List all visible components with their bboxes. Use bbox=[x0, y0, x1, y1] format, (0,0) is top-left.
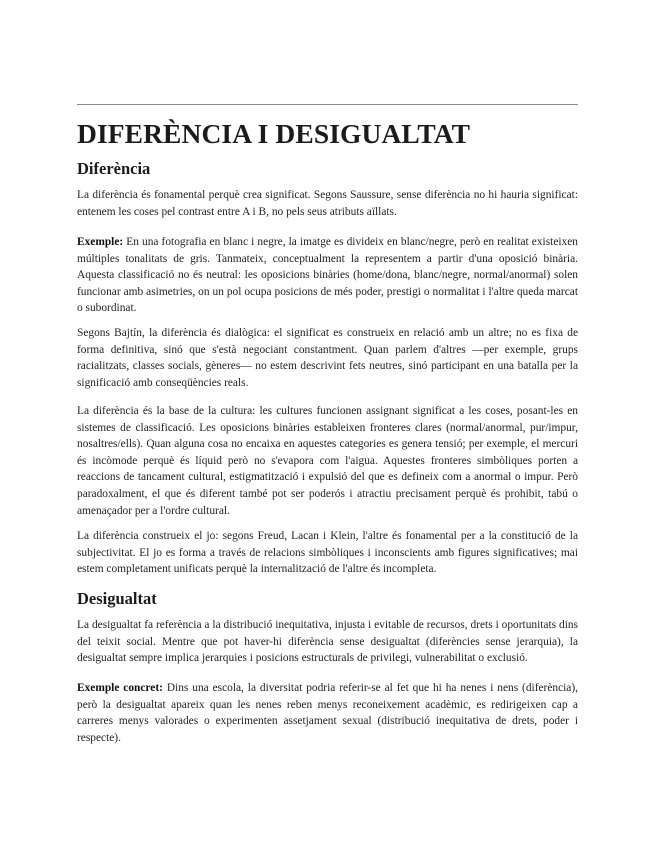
section-heading-diferencia: Diferència bbox=[77, 159, 151, 178]
paragraph-example: Exemple concret: Dins una escola, la diversitat podria referir-se al fet que hi ha nenes i nens (diferència), però la desigualtat apareix quan les nenes reben menys reconeixement acadèmic, es redirigeixen cap a carreres menys valorades o experimenten assetjament sexual (distribució inequitativa de drets, poder i respecte). bbox=[77, 682, 579, 744]
paragraph-lead: Exemple: bbox=[77, 236, 124, 248]
top-divider bbox=[77, 104, 578, 105]
paragraph: Segons Bajtín, la diferència és dialògica: el significat es construeix en relació amb un altre; no es fixa de forma definitiva, sinó que s'està negociant constantment. Quan parlem d'altres —per exemple, grups racialitzats, classes socials, gèneres— no estem descrivint fets neutres, sinó participant en una batalla per la significació amb conseqüències reals. bbox=[77, 327, 578, 389]
section-heading-desigualtat: Desigualtat bbox=[77, 589, 157, 608]
paragraph: La diferència és la base de la cultura: les cultures funcionen assignant significat a les coses, posant-les en sistemes de classificació. Les oposicions binàries estableixen fronteres clares (normal/anormal, pur/impur, nosaltres/ells). Quan alguna cosa no encaixa en aquestes categories es genera tensió; per exemple, el mercuri és incòmode perquè és líquid però no s'evapora com l'aigua. Aquestes fronteres simbòliques porten a reaccions de tancament cultural, estigmatització i expulsió del que es defineix com a anormal o impur. Però paradoxalment, el que és diferent també pot ser poderós i atractiu precisament perquè és prohibit, tabú o amenaçador per a l'ordre cultural. bbox=[77, 405, 578, 517]
paragraph-example: Exemple: En una fotografia en blanc i negre, la imatge es divideix en blanc/negre, però en realitat existeixen múltiples tonalitats de gris. Tanmateix, conceptualment la representem a partir d'una oposició binària. Aquesta classificació no és neutral: les oposicions binàries (home/dona, blanc/negre, normal/anormal) solen funcionar amb asimetries, on un pol ocupa posicions de més poder, prestigi o normalitat i l'altre queda marcat o subordinat. bbox=[77, 236, 578, 315]
paragraph: La diferència és fonamental perquè crea significat. Segons Saussure, sense diferència no hi hauria significat: entenem les coses pel contrast entre A i B, no pels seus atributs aïllats. bbox=[77, 189, 578, 218]
paragraph: La desigualtat fa referència a la distribució inequitativa, injusta i evitable de recursos, drets i oportunitats dins del teixit social. Mentre que pot haver-hi diferència sense desigualtat (diferències sense jerarquia), la desigualtat sempre implica jerarquies i posicions estructurals de privilegi, vulnerabilitat o exclusió. bbox=[77, 619, 578, 665]
paragraph: La diferència construeix el jo: segons Freud, Lacan i Klein, l'altre és fonamental per a la constitució de la subjectivitat. El jo es forma a través de relacions simbòliques i inconscients amb figures significatives; mai estem completament unificats perquè la internalització de l'altre és incompleta. bbox=[77, 530, 578, 576]
paragraph-lead: Exemple concret: bbox=[77, 682, 163, 694]
page-title: DIFERÈNCIA I DESIGUALTAT bbox=[77, 118, 471, 149]
